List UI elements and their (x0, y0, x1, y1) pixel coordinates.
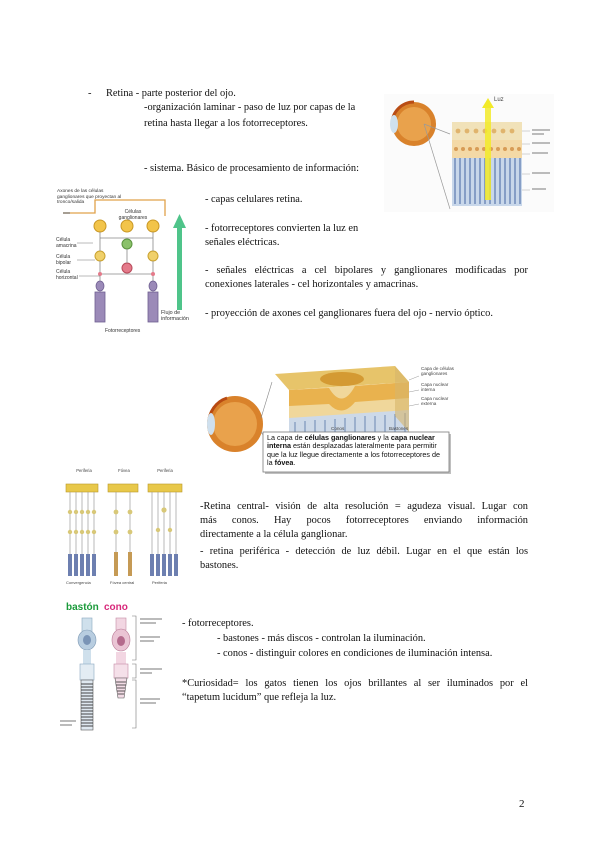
page-number: 2 (519, 798, 525, 810)
laminar-line-1: -organización laminar - paso de luz por capas de la (144, 102, 356, 113)
information-flow-label: Flujo de información (161, 310, 189, 323)
bottom-label-a: Convergencia (66, 580, 91, 585)
laminar-line-2: retina hasta llegar a los fotorreceptores. (144, 118, 308, 129)
photoreceptors-title: - fotorreceptores. (182, 618, 254, 629)
outer-nuclear-label: Capa nuclear externa (421, 396, 449, 407)
cones-label: Conos (331, 426, 345, 431)
eye-retina-figure (384, 94, 554, 212)
rod-title: bastón (66, 602, 99, 613)
central-retina-line-1: -Retina central- visión de alta resolución = agudeza visual. Lugar con (200, 501, 528, 512)
retina-circuit-figure (55, 186, 203, 338)
periphery-label-a: Periferia (76, 468, 92, 473)
point-signals-line-1: - señales eléctricas a cel bipolares y ganglionares modificadas por (205, 265, 528, 276)
retina-title: Retina - parte posterior del ojo. (106, 88, 236, 99)
bullet-dash: - (88, 88, 92, 99)
point-signals-line-2: conexiones laterales - cel horizontales y amacrinas. (205, 279, 419, 290)
peripheral-retina-line-2: bastones. (200, 560, 239, 571)
curiosity-line-1: *Curiosidad= los gatos tienen los ojos brillantes al ser iluminados por el (182, 678, 528, 689)
central-peripheral-figure (64, 466, 184, 592)
central-retina-line-2: más conos. Hay pocos fotorreceptores enviando información (200, 515, 528, 526)
periphery-label-c: Periferia (157, 468, 173, 473)
rods-label: Bastones (389, 426, 409, 431)
ganglion-label: Células ganglionares (118, 209, 148, 221)
curiosity-line-2: “tapetum lucidum” que refleja la luz. (182, 692, 337, 703)
amacrine-label: Célula amacrina (56, 237, 77, 249)
horizontal-label: Célula horizontal (56, 269, 78, 281)
light-label: Luz (494, 97, 504, 103)
bottom-label-c: Periferia (152, 580, 167, 585)
fovea-label-b: Fóvea (118, 468, 130, 473)
processing-system: - sistema. Básico de procesamiento de información: (144, 163, 359, 174)
central-retina-line-3: directamente a la célula ganglionar. (200, 529, 348, 540)
axon-note: Axones de las células ganglionares que proyectan al tronco/salida (57, 189, 122, 206)
point-photo-line-1: - fotorreceptores convierten la luz en (205, 223, 359, 234)
rod-cone-figure (58, 602, 174, 734)
bottom-label-b: Fóvea central (110, 580, 135, 585)
ganglion-layer-label: Capa de células ganglionares (421, 366, 454, 377)
fovea-caption: La capa de células ganglionares y la capa nuclear interna están desplazadas lateralmente para permitir que la luz llegue directamente a los fotorreceptores de la fóvea. (267, 433, 441, 468)
bipolar-label: Célula bipolar (56, 254, 72, 266)
inner-nuclear-label: Capa nuclear interna (421, 382, 449, 393)
point-layers: - capas celulares retina. (205, 194, 303, 205)
fovea-figure (205, 362, 453, 478)
cones-description: - conos - distinguir colores en condiciones de iluminación intensa. (217, 648, 493, 659)
point-photo-line-2: señales eléctricas. (205, 237, 280, 248)
photoreceptors-label: Fotorreceptores (105, 328, 141, 334)
cone-title: cono (104, 602, 128, 613)
peripheral-retina-line-1: - retina periférica - detección de luz débil. Lugar en el que están los (200, 546, 528, 557)
point-axons: - proyección de axones cel ganglionares fuera del ojo - nervio óptico. (205, 308, 493, 319)
rods-description: - bastones - más discos - controlan la iluminación. (217, 633, 426, 644)
